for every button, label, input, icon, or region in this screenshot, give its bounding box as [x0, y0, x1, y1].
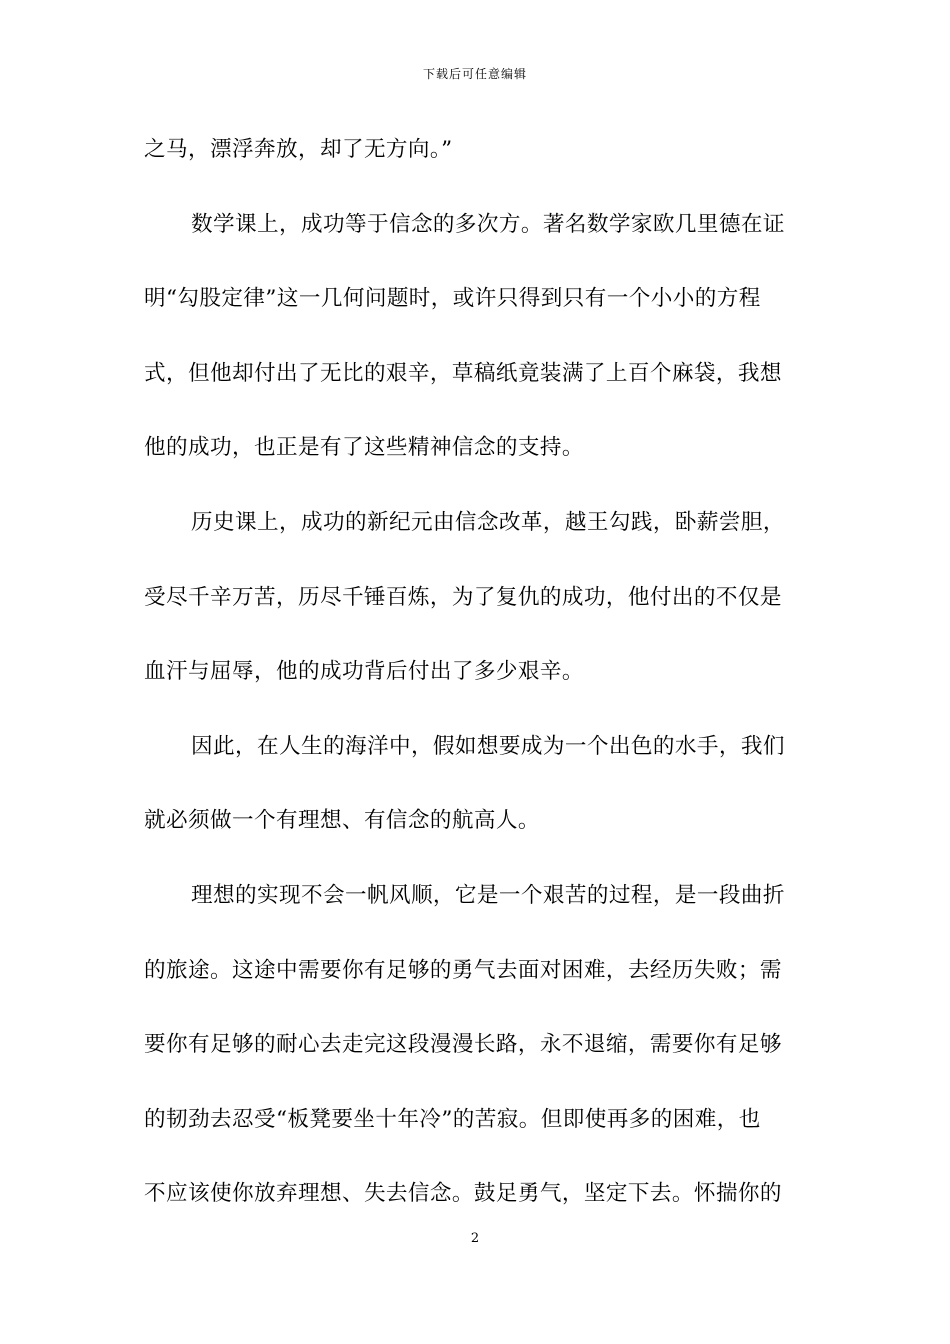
paragraph-start-line: 因此，在人生的海洋中，假如想要成为一个出色的水手，我们	[191, 733, 785, 759]
text-line: 要你有足够的耐心去走完这段漫漫长路，永不退缩，需要你有足够	[144, 1032, 782, 1058]
text-line: 他的成功，也正是有了这些精神信念的支持。	[144, 435, 584, 461]
page-header: 下载后可任意编辑	[422, 67, 527, 81]
paragraph-start-line: 理想的实现不会一帆风顺，它是一个艰苦的过程，是一段曲折	[191, 882, 785, 908]
text-line: 的韧劲去忍受“板凳要坐十年冷”的苦寂。但即使再多的困难，也	[144, 1106, 761, 1132]
page-number: 2	[470, 1231, 480, 1246]
paragraph-start-line: 历史课上，成功的新纪元由信念改革，越王勾践，卧薪尝胆，	[191, 509, 785, 535]
text-line: 之马，漂浮奔放，却了无方向。”	[144, 137, 453, 162]
paragraph-start-line: 数学课上，成功等于信念的多次方。著名数学家欧几里德在证	[191, 211, 785, 237]
text-line: 明“勾股定律”这一几何问题时，或许只得到只有一个小小的方程	[144, 286, 761, 312]
text-line: 受尽千辛万苦，历尽千锤百炼，为了复仇的成功，他付出的不仅是	[144, 584, 782, 610]
text-line: 不应该使你放弃理想、失去信念。鼓足勇气，坚定下去。怀揣你的	[144, 1181, 782, 1207]
text-line: 血汗与屈辱，他的成功背后付出了多少艰辛。	[144, 659, 584, 685]
document-body	[144, 129, 806, 1248]
text-line: 式，但他却付出了无比的艰辛，草稿纸竟装满了上百个麻袋，我想	[144, 360, 782, 386]
text-line: 的旅途。这途中需要你有足够的勇气去面对困难，去经历失败；需	[144, 957, 782, 983]
text-line: 就必须做一个有理想、有信念的航高人。	[144, 808, 540, 834]
